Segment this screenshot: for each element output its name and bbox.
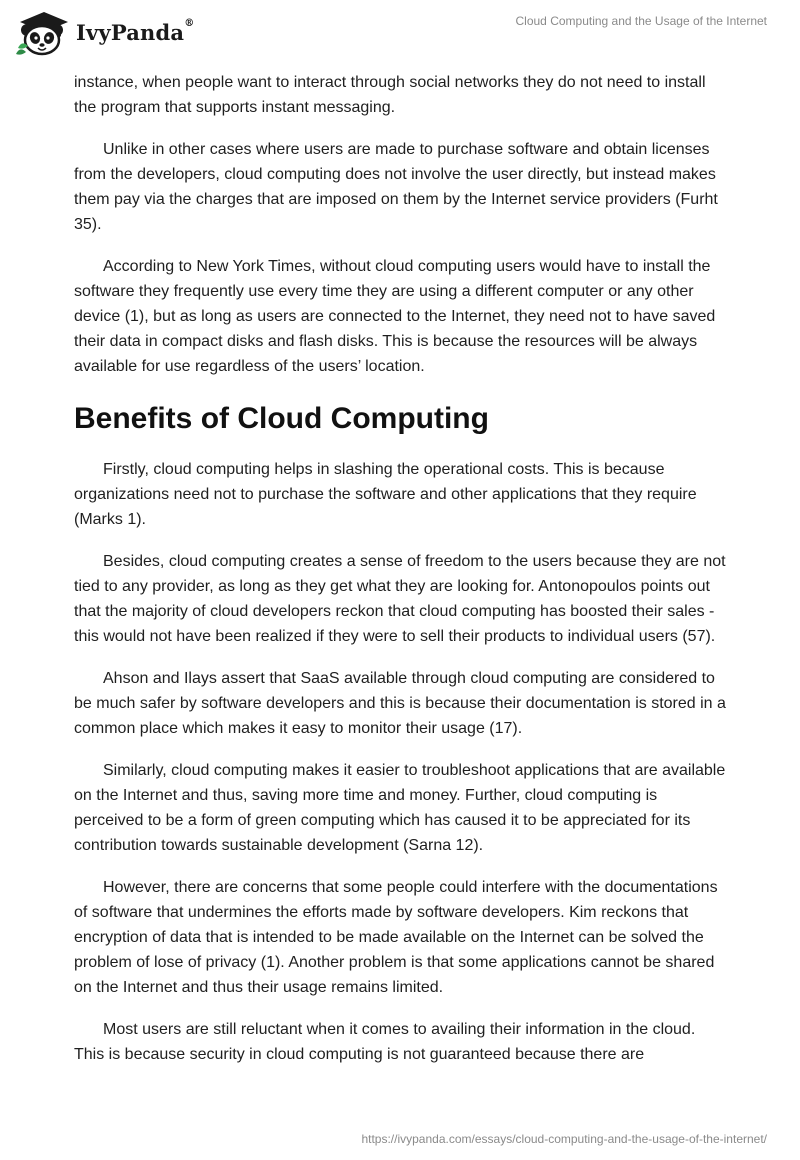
ivypanda-logo[interactable] — [14, 8, 194, 56]
paragraph: Besides, cloud computing creates a sense of freedom to the users because they are not tied to any provider, as long as they get what they are looking for. Antonopoulos points out that the majority of cloud developers reckon that cloud computing has boosted their sales - this would not have been realized if they were to sell their products to individual users (57). — [74, 553, 726, 645]
paragraph: Most users are still reluctant when it comes to availing their information in the cloud. This is because security in cloud computing is not guaranteed because there are — [74, 1021, 696, 1063]
paragraph: Ahson and Ilays assert that SaaS available through cloud computing are considered to be much safer by software developers and this is because their documentation is stored in a common place which makes it easy to monitor their usage (17). — [74, 670, 726, 737]
panda-graduate-icon — [14, 8, 70, 56]
document-title: Cloud Computing and the Usage of the Internet — [515, 14, 767, 28]
section-heading: Benefits of Cloud Computing — [74, 402, 489, 435]
paragraph: Similarly, cloud computing makes it easier to troubleshoot applications that are available on the Internet and thus, saving more time and money. Further, cloud computing is perceived to be a form of green computing which has caused it to be appreciated for its contribution towards sustainable development (Sarna 12). — [74, 762, 726, 854]
paragraph: Unlike in other cases where users are made to purchase software and obtain licenses from the developers, cloud computing does not involve the user directly, but instead makes them pay via the charges that are imposed on them by the Internet service providers (Furht 35). — [74, 141, 718, 233]
brand-name: IvyPanda® — [76, 17, 195, 45]
paragraph: According to New York Times, without cloud computing users would have to install the software they frequently use every time they are using a different computer or any other device (1), but as long as users are connected to the Internet, they need not to have saved their data in compact disks and flash disks. This is because the resources will be always available for use regardless of the users’ location. — [74, 258, 716, 375]
paragraph: instance, when people want to interact through social networks they do not need to install the program that supports instant messaging. — [74, 74, 706, 116]
essay-content — [74, 70, 728, 1084]
paragraph: Firstly, cloud computing helps in slashing the operational costs. This is because organizations need not to purchase the software and other applications that they require (Marks 1). — [74, 461, 697, 528]
source-url-link[interactable]: https://ivypanda.com/essays/cloud-computing-and-the-usage-of-the-internet/ — [361, 1132, 767, 1146]
page-header — [0, 0, 800, 60]
paragraph: However, there are concerns that some people could interfere with the documentations of software that undermines the efforts made by software developers. Kim reckons that encryption of data that is intended to be made available on the Internet can be solved the problem of lose of privacy (1). Another problem is that some applications cannot be shared on the Internet and thus their usage remains limited. — [74, 879, 718, 996]
